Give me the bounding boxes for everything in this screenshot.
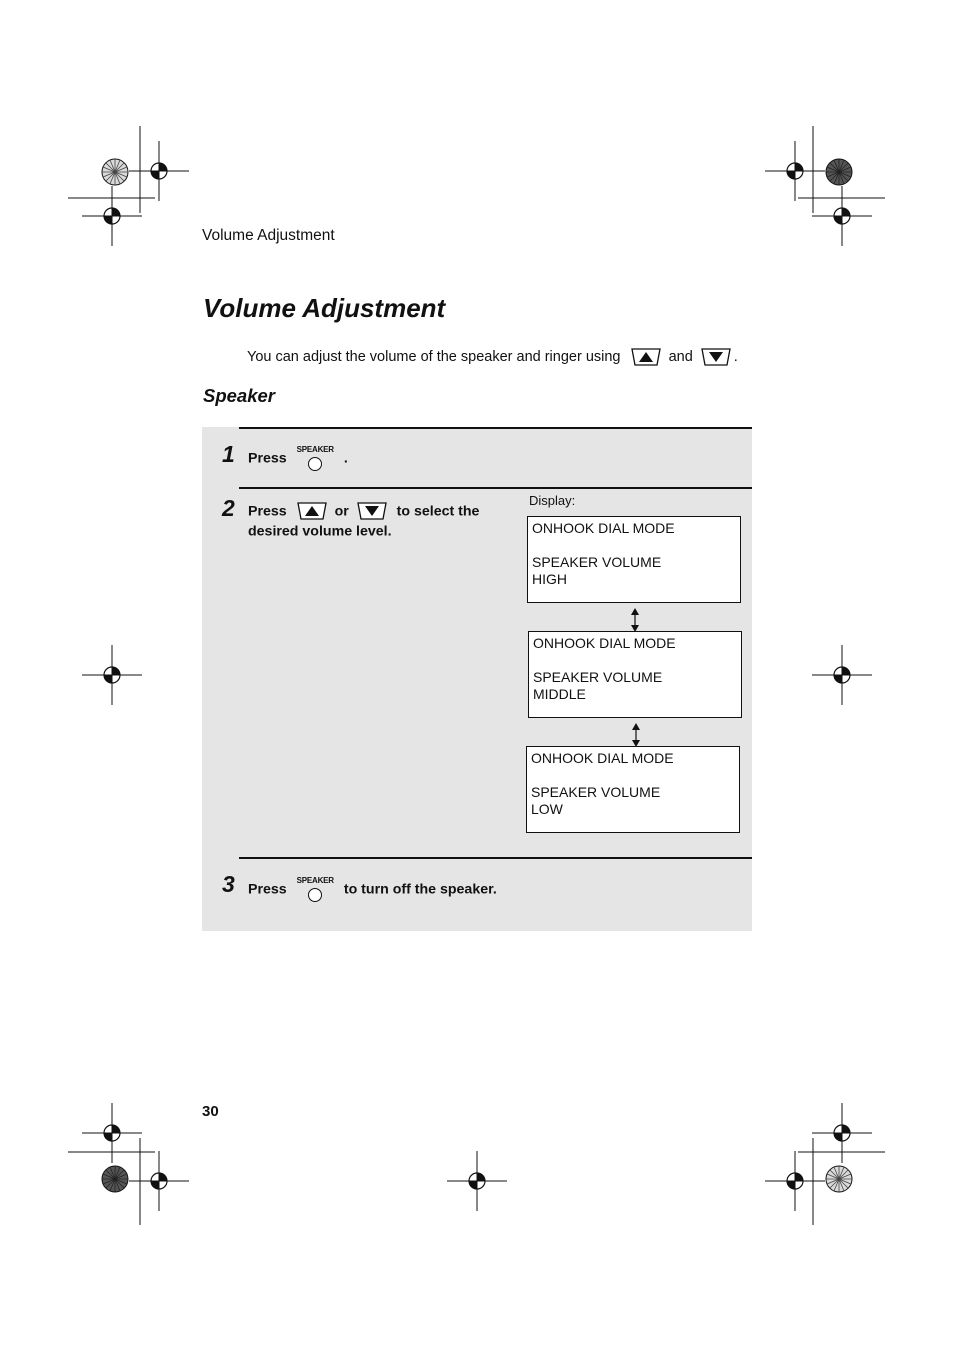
up-down-arrow-icon — [629, 607, 641, 633]
round-button-icon — [308, 888, 322, 902]
intro-end: . — [733, 349, 738, 365]
up-arrow-key-icon — [295, 502, 327, 520]
registration-mark-icon — [812, 186, 872, 246]
registration-mark-icon — [447, 1151, 507, 1211]
lcd-line: ONHOOK DIAL MODE — [533, 635, 676, 651]
lcd-line: ONHOOK DIAL MODE — [532, 520, 675, 536]
lcd-line: SPEAKER VOLUME — [531, 784, 661, 800]
lcd-line: MIDDLE — [533, 686, 586, 702]
round-button-icon — [308, 457, 322, 471]
registration-mark-icon — [812, 645, 872, 705]
step-line2: desired volume level. — [248, 523, 392, 540]
step-number: 1 — [222, 441, 235, 467]
registration-mark-icon — [82, 186, 142, 246]
step-suffix: . — [343, 450, 348, 467]
intro-paragraph — [247, 348, 738, 366]
speaker-key-caption: SPEAKER — [296, 445, 334, 454]
step-press-label: Press — [248, 503, 287, 520]
lcd-line: HIGH — [532, 571, 567, 587]
page-title: Volume Adjustment — [203, 293, 446, 323]
step-or-label: or — [334, 503, 349, 520]
step-suffix: to select the — [396, 503, 480, 520]
up-arrow-key-icon — [629, 348, 661, 366]
step-2-text — [248, 501, 479, 542]
divider — [239, 857, 752, 859]
step-3-text — [248, 877, 497, 902]
section-title: Speaker — [203, 385, 275, 406]
running-header: Volume Adjustment — [202, 227, 335, 244]
lcd-screen-low — [526, 746, 740, 833]
color-target-icon — [825, 158, 853, 186]
color-target-icon — [101, 158, 129, 186]
lcd-line: SPEAKER VOLUME — [532, 554, 662, 570]
down-arrow-key-icon — [357, 502, 389, 520]
speaker-key-icon — [297, 446, 334, 471]
lcd-line: SPEAKER VOLUME — [533, 669, 663, 685]
lcd-line: LOW — [531, 801, 563, 817]
color-target-icon — [101, 1165, 129, 1193]
step-suffix: to turn off the speaker. — [343, 881, 497, 898]
divider — [239, 487, 752, 489]
step-press-label: Press — [248, 881, 287, 898]
speaker-key-caption: SPEAKER — [296, 876, 334, 885]
intro-conjunction: and — [668, 349, 693, 365]
registration-mark-icon — [765, 1151, 825, 1211]
divider — [239, 427, 752, 429]
page-number: 30 — [202, 1103, 219, 1120]
down-arrow-key-icon — [701, 348, 733, 366]
color-target-icon — [825, 1165, 853, 1193]
lcd-screen-middle — [528, 631, 742, 718]
up-down-arrow-icon — [630, 722, 642, 748]
registration-mark-icon — [82, 645, 142, 705]
speaker-key-icon — [297, 877, 334, 902]
steps-panel — [202, 427, 752, 931]
lcd-screen-high — [527, 516, 741, 603]
step-1-text — [248, 446, 348, 471]
intro-text: You can adjust the volume of the speaker and ringer using — [247, 349, 621, 365]
step-press-label: Press — [248, 450, 287, 467]
registration-mark-icon — [129, 1151, 189, 1211]
lcd-line: ONHOOK DIAL MODE — [531, 750, 674, 766]
display-label: Display: — [529, 493, 576, 508]
step-number: 2 — [222, 495, 235, 521]
step-number: 3 — [222, 871, 235, 897]
